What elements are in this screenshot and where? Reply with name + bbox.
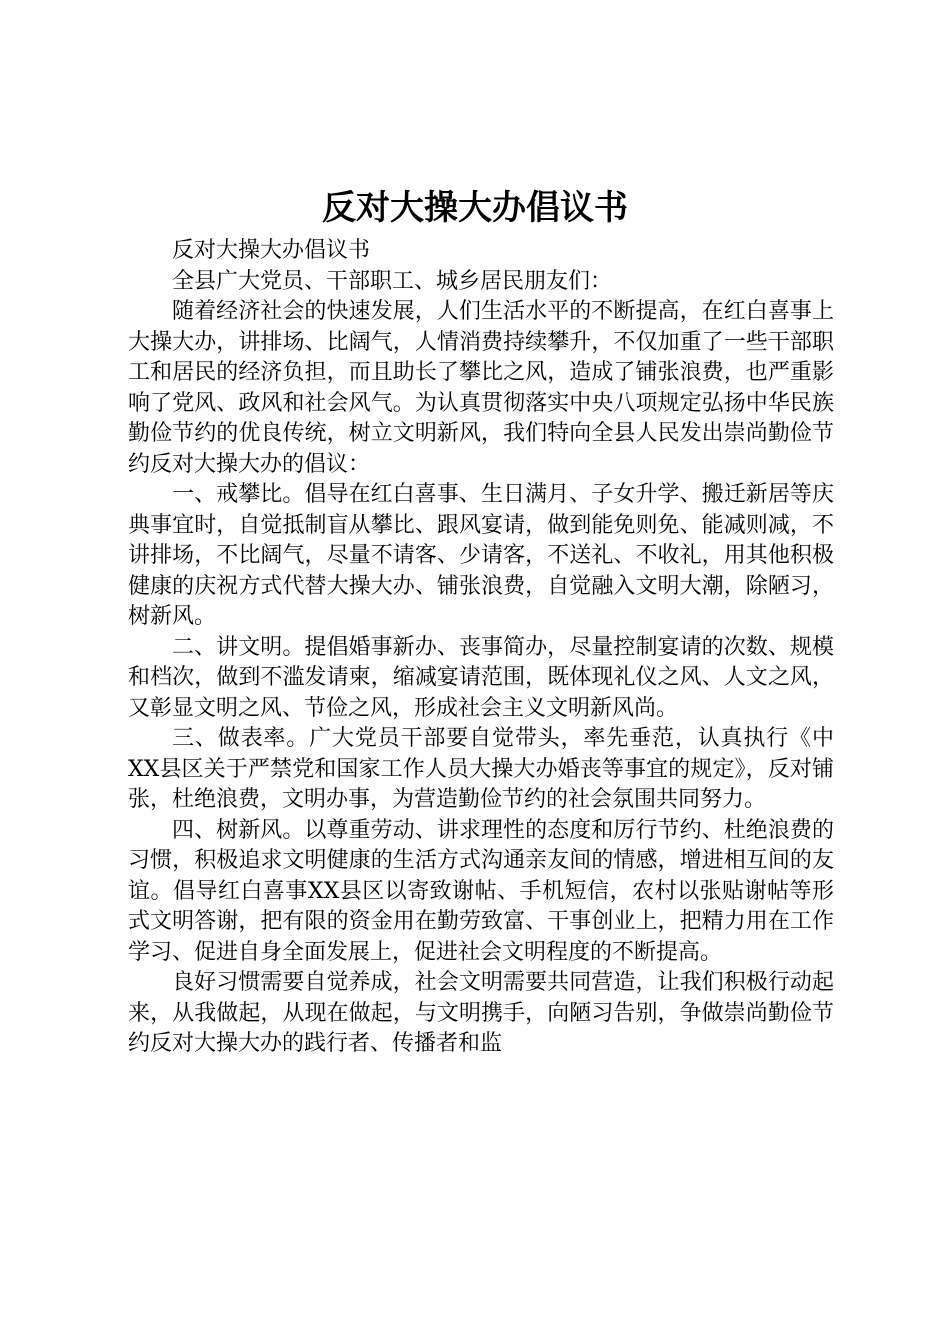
paragraph-point-3: 三、做表率。广大党员干部要自觉带头，率先垂范，认真执行《中XX县区关于严禁党和国家工作人员大操大办婚丧等事宜的规定》，反对铺张，杜绝浪费，文明办事，为营造勤俭节约的社会氛围共同努力。 — [128, 726, 834, 812]
paragraph-point-1: 一、戒攀比。倡导在红白喜事、生日满月、子女升学、搬迁新居等庆典事宜时，自觉抵制盲从攀比、跟风宴请，做到能免则免、能减则减，不讲排场，不比阔气，尽量不请客、少请客，不送礼、不收礼，用其他积极健康的庆祝方式代替大操大办、铺张浪费，自觉融入文明大潮，除陋习，树新风。 — [128, 482, 834, 629]
paragraph-heading: 反对大操大办倡议书 — [172, 238, 371, 263]
paragraph-intro: 随着经济社会的快速发展，人们生活水平的不断提高，在红白喜事上大操大办，讲排场、比阔气，人情消费持续攀升，不仅加重了一些干部职工和居民的经济负担，而且助长了攀比之风，造成了铺张浪费，也严重影响了党风、政风和社会风气。为认真贯彻落实中央八项规定弘扬中华民族勤俭节约的优良传统，树立文明新风，我们特向全县人民发出崇尚勤俭节约反对大操大办的倡议： — [128, 299, 834, 477]
paragraph-salutation: 全县广大党员、干部职工、城乡居民朋友们： — [172, 268, 613, 294]
document-body — [128, 236, 834, 1060]
paragraph-point-2: 二、讲文明。提倡婚事新办、丧事简办，尽量控制宴请的次数、规模和档次，做到不滥发请柬，缩减宴请范围，既体现礼仪之风、人文之风，又彰显文明之风、节俭之风，形成社会主义文明新风尚。 — [128, 634, 834, 721]
document-title: 反对大操大办倡议书 — [322, 188, 628, 228]
paragraph-point-4: 四、树新风。以尊重劳动、讲求理性的态度和厉行节约、杜绝浪费的习惯，积极追求文明健康的生活方式沟通亲友间的情感，增进相互间的友谊。倡导红白喜事XX县区以寄致谢帖、手机短信，农村以张贴谢帖等形式文明答谢，把有限的资金用在勤劳致富、干事创业上，把精力用在工作学习、促进自身全面发展上，促进社会文明程度的不断提高。 — [128, 817, 834, 965]
paragraph-closing: 良好习惯需要自觉养成，社会文明需要共同营造，让我们积极行动起来，从我做起，从现在做起，与文明携手，向陋习告别，争做崇尚勤俭节约反对大操大办的践行者、传播者和监 — [128, 970, 834, 1056]
